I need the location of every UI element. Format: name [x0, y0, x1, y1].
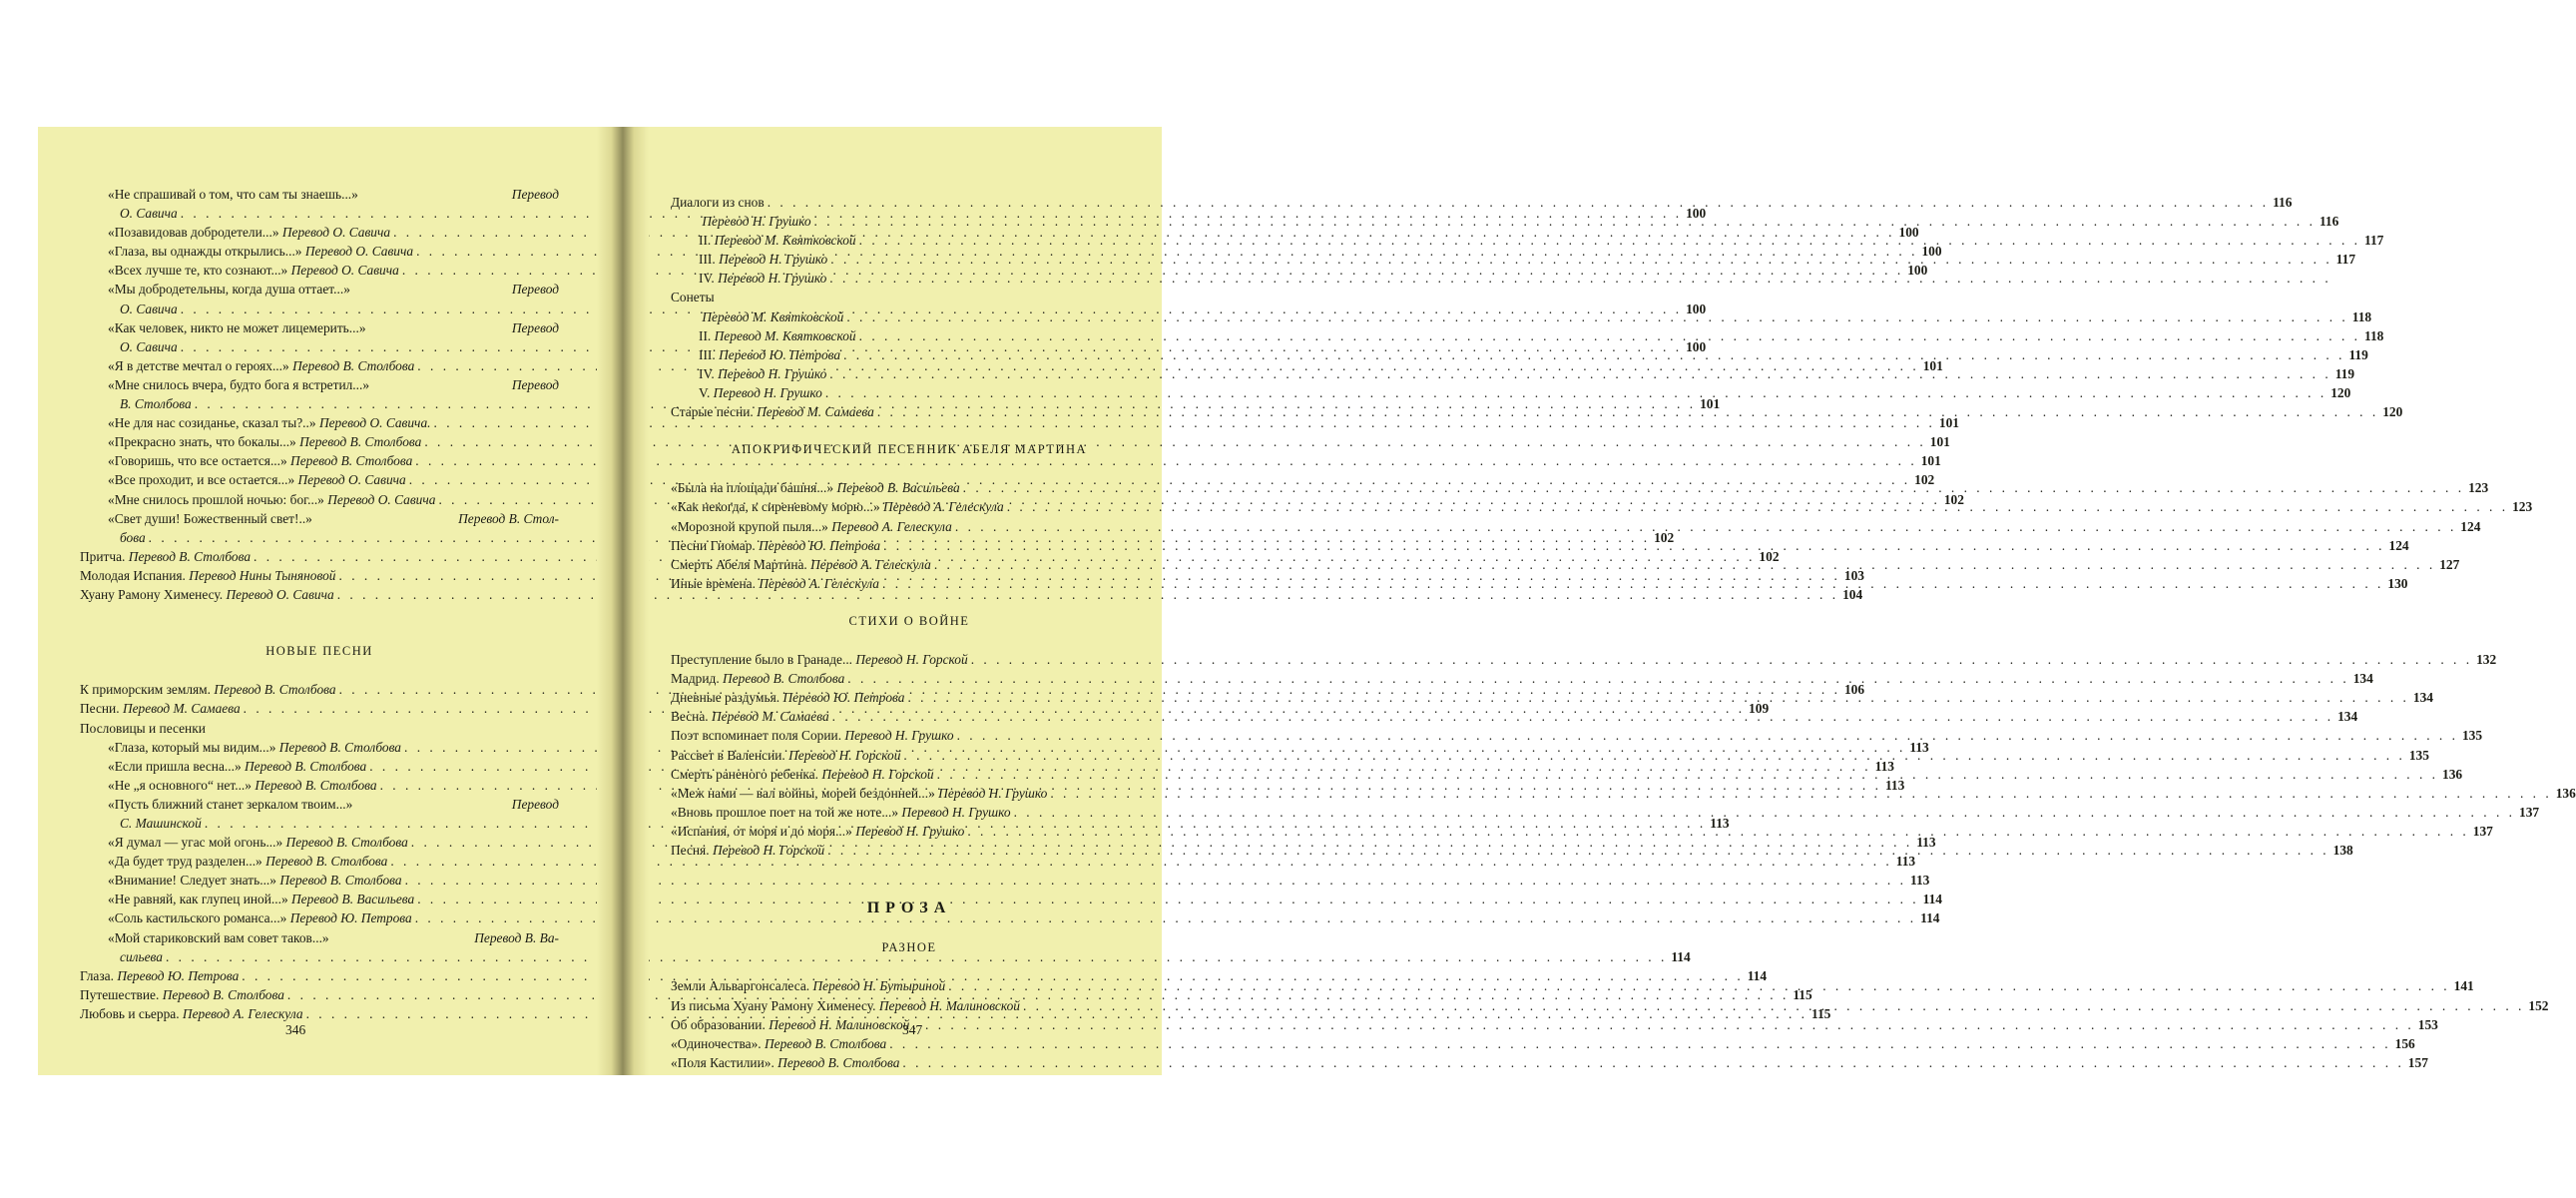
- entry-translator: Перевод В. Васильева: [836, 480, 960, 496]
- leader-dots: [1020, 996, 2524, 1015]
- entry-translator: Перевод Н. Горской: [855, 652, 968, 668]
- entry-title: «Пусть ближний станет зеркалом твоим...»: [108, 796, 353, 812]
- entry-title: III.: [699, 252, 716, 268]
- entry-page: 137: [2472, 823, 2493, 839]
- spacer: [671, 957, 1148, 976]
- entry-page: 123: [2468, 480, 2489, 496]
- entry-page: 113: [1916, 835, 1936, 851]
- leader-dots: [886, 1034, 2390, 1053]
- entry-title: «Я думал — угас мой огонь...»: [108, 835, 283, 851]
- entry-page: 120: [2382, 404, 2403, 420]
- leader-dots: [1047, 784, 2551, 803]
- entry-page: 101: [1700, 396, 1721, 412]
- leader-dots: [811, 212, 2316, 231]
- entry-page: 134: [2337, 709, 2358, 725]
- leader-dots: [899, 1053, 2403, 1072]
- spacer: [671, 919, 1148, 938]
- entry-title: Хуану Рамону Хименесу.: [80, 586, 224, 602]
- entry-page: 135: [2408, 747, 2429, 763]
- entry-translator: Перевод В. Столбова: [723, 671, 845, 687]
- entry-translator: Перевод В. Столбова: [292, 357, 415, 373]
- leader-dots: [879, 574, 2383, 593]
- leader-dots: [1011, 803, 2515, 822]
- entry-translator: С. Машинской: [120, 816, 202, 831]
- entry-title: «Я в детстве мечтал о героях...»: [108, 357, 289, 373]
- entry-title: Смерть Абеля Мартина.: [671, 556, 807, 572]
- entry-translator: Перевод Н. Малиновской: [878, 997, 1020, 1013]
- entry-title: Смерть раненого ребенка.: [671, 766, 818, 782]
- entry-title: «Свет души! Божественный свет!..»: [108, 510, 312, 526]
- toc-group-title: [80, 719, 559, 738]
- toc-entry: [671, 193, 2293, 212]
- toc-entry-wrapped: [80, 509, 559, 528]
- entry-title: «Всех лучше те, кто сознают...»: [108, 263, 288, 279]
- entry-translator: Перевод В. Столбова: [279, 873, 402, 889]
- entry-title: «Поля Кастилии».: [671, 1054, 774, 1070]
- toc-group-title: [671, 288, 1148, 306]
- toc-entry: [80, 585, 1863, 604]
- entry-translator: Перевод В. Столбова: [299, 434, 422, 450]
- entry-page: 132: [2476, 652, 2497, 668]
- toc-entry-wrapped: [80, 280, 559, 299]
- toc-entry: [671, 326, 2384, 345]
- entry-translator: Перевод В. Столбова: [265, 854, 388, 870]
- entry-page: 138: [2332, 843, 2353, 858]
- entry-page: 136: [2442, 766, 2463, 782]
- entry-translator: Перевод А. Гелескула: [831, 518, 952, 534]
- section-heading: РАЗНОЕ: [881, 940, 937, 955]
- entry-page: 102: [1759, 548, 1780, 564]
- entry-page: 113: [1895, 854, 1916, 870]
- leader-dots: [880, 536, 2384, 555]
- spacer: [80, 623, 559, 642]
- leader-dots: [826, 364, 2330, 383]
- leader-dots: [843, 307, 2347, 326]
- entry-page: 123: [2512, 499, 2533, 515]
- entry-title: Сонеты: [671, 290, 715, 305]
- entry-page: 136: [2555, 785, 2576, 801]
- leader-dots: [945, 976, 2449, 995]
- page-number-left: 346: [285, 1022, 306, 1037]
- entry-title: Поэт вспоминает поля Сории.: [671, 728, 842, 744]
- toc-entry: [671, 517, 2481, 536]
- spacer: [671, 879, 1148, 898]
- entry-title: «Не „я основного“ нет...»: [108, 777, 252, 793]
- entry-page: 134: [2412, 690, 2433, 706]
- entry-translator: Перевод М. Самаева: [757, 404, 874, 420]
- entry-title: «Прекрасно знать, что бокалы...»: [108, 434, 296, 450]
- leader-dots: [900, 746, 2404, 765]
- entry-page: 100: [1921, 244, 1942, 260]
- entry-title: Преступление было в Гранаде...: [671, 652, 853, 668]
- entry-page: 113: [1909, 873, 1930, 889]
- leader-dots: [874, 402, 2378, 421]
- entry-translator: В. Столбова: [120, 396, 192, 412]
- entry-translator: Перевод Н. Грушко: [718, 365, 827, 381]
- leader-dots: [934, 765, 2438, 784]
- entry-page: 101: [1920, 453, 1941, 469]
- entry-title: IV.: [699, 271, 715, 287]
- leader-dots: [952, 517, 2456, 536]
- entry-title: Из письма Хуану Рамону Хименесу.: [671, 997, 876, 1013]
- entry-translator: Перевод Н. Горской: [788, 747, 901, 763]
- entry-page: 119: [2334, 365, 2355, 381]
- entry-title: Об образовании.: [671, 1016, 766, 1032]
- section-heading: СТИХИ О ВОЙНЕ: [848, 613, 970, 628]
- entry-page: 153: [2417, 1016, 2438, 1032]
- leader-dots: [826, 269, 2330, 288]
- entry-translator: Перевод В. Столбова: [255, 777, 377, 793]
- entry-translator: Перевод Н. Грушко: [844, 728, 954, 744]
- entry-title: «Одиночества».: [671, 1035, 762, 1051]
- entry-title: «Была на площади башня...»: [671, 480, 834, 496]
- entry-title: Рассвет в Валенсии.: [671, 747, 785, 763]
- spacer: [80, 604, 559, 623]
- entry-title: III.: [699, 346, 716, 362]
- entry-title: Песни.: [80, 701, 120, 717]
- entry-translator: Перевод: [511, 187, 559, 202]
- leader-dots: [968, 650, 2472, 669]
- spacer: [671, 459, 1148, 478]
- entry-page: 114: [1747, 967, 1768, 983]
- entry-translator: Перевод О. Савича: [297, 472, 406, 488]
- entry-page: 119: [2348, 346, 2368, 362]
- entry-translator: Перевод А. Гелескула: [182, 1005, 303, 1021]
- entry-translator: Перевод Н. Грушко: [718, 271, 827, 287]
- leader-dots: [964, 822, 2468, 841]
- leader-dots: [856, 326, 2360, 345]
- entry-translator: Перевод М. Квятковской: [714, 327, 856, 343]
- entry-translator: Перевод О. Савича.: [318, 415, 431, 431]
- toc-entry-wrapped: [80, 928, 559, 947]
- entry-title: «Не равняй, как глупец иной...»: [108, 892, 288, 907]
- entry-title: «Меж нами — вал войны, морей бездонней...»: [671, 785, 935, 801]
- leader-dots: [840, 345, 2344, 364]
- entry-translator: Перевод Н. Грушко: [855, 823, 965, 839]
- leader-dots: [822, 383, 2326, 402]
- leader-dots: [960, 478, 2464, 497]
- entry-translator: Перевод В. Столбова: [285, 835, 408, 851]
- entry-title: «Мне снилось прошлой ночью: бог...»: [108, 491, 324, 507]
- entry-title: Старые песни.: [671, 404, 754, 420]
- entry-translator: Перевод Н. Грушко: [901, 804, 1011, 820]
- toc-entry: [671, 803, 2540, 822]
- entry-page: 113: [1909, 739, 1929, 755]
- entry-title: II.: [699, 327, 712, 343]
- entry-page: 130: [2387, 575, 2408, 591]
- entry-page: 106: [1843, 682, 1865, 698]
- entry-title: Путешествие.: [80, 986, 160, 1002]
- entry-title: Молодая Испания.: [80, 567, 186, 583]
- entry-translator: Перевод В. Столбова: [777, 1054, 900, 1070]
- entry-translator: Перевод В. Столбова: [128, 548, 252, 564]
- leader-dots: [904, 688, 2408, 707]
- entry-translator: Перевод О. Савича: [304, 244, 414, 260]
- entry-title: «Мне снилось вчера, будто бога я встретил...»: [108, 376, 370, 392]
- entry-title: «Вновь прошлое поет на той же ноте...»: [671, 804, 899, 820]
- toc-entry: [671, 650, 2497, 669]
- toc-entry: [671, 383, 2351, 402]
- entry-translator: Перевод М. Квятковской: [714, 233, 856, 249]
- spacer: [671, 860, 1148, 879]
- leader-dots: [1004, 497, 2508, 516]
- entry-page: 109: [1749, 701, 1770, 717]
- entry-page: 127: [2439, 556, 2460, 572]
- entry-page: 114: [1920, 910, 1940, 926]
- entry-page: 117: [2364, 233, 2384, 249]
- section-heading: АПОКРИФИЧЕСКИЙ ПЕСЕННИК АБЕЛЯ МАРТИНА: [731, 442, 1088, 457]
- entry-translator: Перевод В. Стол-: [458, 510, 559, 526]
- entry-title: «Как некогда, к сиреневому морю...»: [671, 499, 880, 515]
- entry-page: 157: [2407, 1054, 2428, 1070]
- entry-translator: О. Савича: [120, 300, 178, 316]
- entry-translator: Перевод М. Самаева: [711, 709, 829, 725]
- entry-title: Глаза.: [80, 967, 114, 983]
- entry-title: «Соль кастильского романса...»: [108, 910, 287, 926]
- entry-page: 102: [1943, 491, 1964, 507]
- entry-page: 113: [1884, 777, 1905, 793]
- toc-entry-wrapped: [80, 318, 559, 337]
- entry-page: 100: [1898, 225, 1919, 241]
- entry-page: 115: [1793, 986, 1812, 1002]
- book-spread: [38, 127, 2576, 1075]
- entry-title: Мадрид.: [671, 671, 720, 687]
- entry-title: Пословицы и песенки: [80, 720, 206, 736]
- entry-title: «Все проходит, и все остается...»: [108, 472, 295, 488]
- leader-dots: [844, 669, 2348, 688]
- entry-translator: Перевод Н. Грушко: [938, 785, 1048, 801]
- entry-translator: Перевод О. Савича: [290, 263, 399, 279]
- entry-page: 114: [1922, 892, 1942, 907]
- entry-translator: Перевод: [511, 796, 559, 812]
- toc-entry: [80, 413, 1959, 432]
- entry-translator: сильева: [120, 948, 163, 964]
- entry-title: Весна.: [671, 709, 709, 725]
- entry-page: 117: [2335, 252, 2356, 268]
- entry-title: «Внимание! Следует знать...»: [108, 873, 276, 889]
- entry-title: V.: [699, 384, 711, 400]
- entry-translator: Перевод А. Гелескула: [883, 499, 1004, 515]
- entry-title: «Мой стариковский вам совет таков...»: [108, 929, 329, 945]
- entry-page: 101: [1929, 434, 1950, 450]
- entry-page: 118: [2364, 327, 2384, 343]
- entry-page: 156: [2394, 1035, 2415, 1051]
- entry-title: «Позавидовав добродетели...»: [108, 225, 279, 241]
- toc-entry-wrapped: [80, 375, 559, 394]
- entry-title: «Глаза, вы однажды открылись...»: [108, 244, 302, 260]
- entry-translator: Перевод В. Столбова: [162, 986, 284, 1002]
- entry-title: IV.: [699, 365, 715, 381]
- entry-page: 101: [1922, 357, 1943, 373]
- section-heading: ПРОЗА: [866, 899, 952, 917]
- entry-translator: Перевод Ю. Петрова: [117, 967, 240, 983]
- entry-page: 114: [1671, 948, 1691, 964]
- entry-page: 134: [2352, 671, 2373, 687]
- entry-title: «Не для нас созиданье, сказал ты?..»: [108, 415, 316, 431]
- entry-page: 118: [2351, 308, 2372, 324]
- entry-translator: Перевод О. Савича: [281, 225, 391, 241]
- leader-dots: [827, 250, 2331, 269]
- leader-dots: [954, 726, 2458, 745]
- entry-title: Иные времена.: [671, 575, 756, 591]
- entry-page: 100: [1686, 206, 1707, 222]
- entry-translator: Перевод В. Васильева: [291, 892, 415, 907]
- entry-page: 104: [1842, 586, 1863, 602]
- entry-translator: Перевод В. Столбова: [290, 453, 413, 469]
- entry-translator: Перевод В. Столбова: [278, 739, 401, 755]
- entry-page: 100: [1907, 263, 1928, 279]
- entry-title: Песня.: [671, 843, 710, 858]
- entry-translator: Перевод А. Гелескула: [810, 556, 931, 572]
- entry-title: Притча.: [80, 548, 126, 564]
- toc-entry: [80, 852, 1916, 871]
- entry-title: «Говоришь, что все остается...»: [108, 453, 287, 469]
- toc-entry: [80, 451, 1941, 470]
- toc-entry: [80, 871, 1930, 890]
- entry-translator: Перевод В. Столбова: [214, 682, 336, 698]
- entry-translator: Перевод Ю. Петрова: [782, 690, 905, 706]
- entry-page: 102: [1914, 472, 1935, 488]
- entry-page: 103: [1843, 567, 1864, 583]
- leader-dots: [765, 193, 2269, 212]
- entry-translator: Перевод Ю. Петрова: [759, 537, 881, 553]
- entry-page: 101: [1938, 415, 1959, 431]
- leader-dots: [824, 841, 2328, 860]
- entry-translator: Перевод В. Столбова: [764, 1035, 887, 1051]
- spacer: [671, 593, 1148, 612]
- book-gutter: [597, 127, 649, 1075]
- entry-page: 137: [2519, 804, 2540, 820]
- entry-translator: Перевод В. Столбова: [245, 758, 367, 774]
- entry-page: 100: [1686, 338, 1707, 354]
- entry-translator: О. Савича: [120, 206, 178, 222]
- entry-title: «Глаза, который мы видим...»: [108, 739, 276, 755]
- entry-page: 120: [2330, 384, 2351, 400]
- entry-title: «Да будет труд разделен...»: [108, 854, 262, 870]
- entry-title: Песни Гиомар.: [671, 537, 756, 553]
- spacer: [671, 631, 1148, 650]
- toc-entry: [671, 669, 2373, 688]
- entry-translator: бова: [120, 529, 146, 545]
- entry-translator: Перевод О. Савича: [226, 586, 334, 602]
- entry-title: «Как человек, никто не может лицемерить...»: [108, 319, 366, 335]
- entry-title: К приморским землям.: [80, 682, 211, 698]
- entry-translator: Перевод О. Савича: [327, 491, 436, 507]
- entry-page: 116: [2318, 214, 2339, 230]
- entry-translator: Перевод Н. Грушко: [702, 214, 811, 230]
- entry-translator: Перевод Н. Бутыриной: [812, 978, 946, 994]
- entry-translator: Перевод Н. Горской: [821, 766, 934, 782]
- entry-title: «Морозной крупой пыля...»: [671, 518, 828, 534]
- toc-entry: [80, 966, 1768, 985]
- toc-entry-wrapped: [80, 795, 559, 814]
- entry-title: Дневные раздумья.: [671, 690, 780, 706]
- entry-page: 113: [1710, 816, 1730, 831]
- entry-page: 152: [2528, 997, 2549, 1013]
- entry-title: «Мы добродетельны, когда душа оттает...»: [108, 282, 350, 298]
- toc-entry: [671, 269, 1148, 288]
- entry-page: 100: [1686, 300, 1707, 316]
- section-heading: НОВЫЕ ПЕСНИ: [265, 644, 373, 659]
- entry-translator: О. Савича: [120, 338, 178, 354]
- entry-page: 141: [2453, 978, 2474, 994]
- toc-entry-wrapped: [80, 185, 559, 204]
- entry-title: II.: [699, 233, 712, 249]
- entry-page: 124: [2460, 518, 2481, 534]
- entry-translator: Перевод М. Самаева: [122, 701, 241, 717]
- entry-page: 113: [1874, 758, 1894, 774]
- entry-translator: Перевод М. Квятковской: [702, 308, 844, 324]
- entry-translator: Перевод Н. Горской: [712, 843, 825, 858]
- entry-translator: Перевод Ю. Петрова: [719, 346, 841, 362]
- entry-page: 124: [2388, 537, 2409, 553]
- entry-translator: Перевод: [511, 376, 559, 392]
- entry-translator: Перевод Н. Грушко: [719, 252, 828, 268]
- leader-dots: [856, 231, 2360, 250]
- entry-translator: Перевод Н. Малиновской: [769, 1016, 910, 1032]
- entry-page: 115: [1811, 1005, 1831, 1021]
- spacer: [80, 661, 559, 680]
- entry-translator: Перевод В. Ва-: [474, 929, 559, 945]
- entry-title: Любовь и сьерра.: [80, 1005, 180, 1021]
- leader-dots: [931, 555, 2435, 574]
- toc-entry: [671, 1053, 2428, 1072]
- entry-page: 102: [1654, 529, 1675, 545]
- entry-translator: Перевод А. Гелескула: [759, 575, 879, 591]
- entry-title: «Если пришла весна...»: [108, 758, 242, 774]
- entry-title: Земли Альваргонсалеса.: [671, 978, 810, 994]
- entry-translator: Перевод Н. Грушко: [713, 384, 822, 400]
- entry-title: «Испания, от моря и до моря...»: [671, 823, 852, 839]
- entry-page: 116: [2273, 195, 2293, 210]
- entry-title: «Не спрашивай о том, что сам ты знаешь...»: [108, 187, 358, 202]
- entry-translator: Перевод: [511, 282, 559, 298]
- leader-dots: [909, 1015, 2413, 1034]
- entry-translator: Перевод: [511, 319, 559, 335]
- entry-title: Диалоги из снов: [671, 195, 765, 210]
- spacer: [671, 421, 1148, 440]
- page-number-right: 347: [902, 1022, 923, 1037]
- toc-entry: [671, 726, 2483, 745]
- entry-translator: Перевод Ю. Петрова: [289, 910, 412, 926]
- entry-translator: Перевод Нины Тыняновой: [189, 567, 336, 583]
- entry-page: 135: [2461, 728, 2483, 744]
- leader-dots: [829, 707, 2333, 726]
